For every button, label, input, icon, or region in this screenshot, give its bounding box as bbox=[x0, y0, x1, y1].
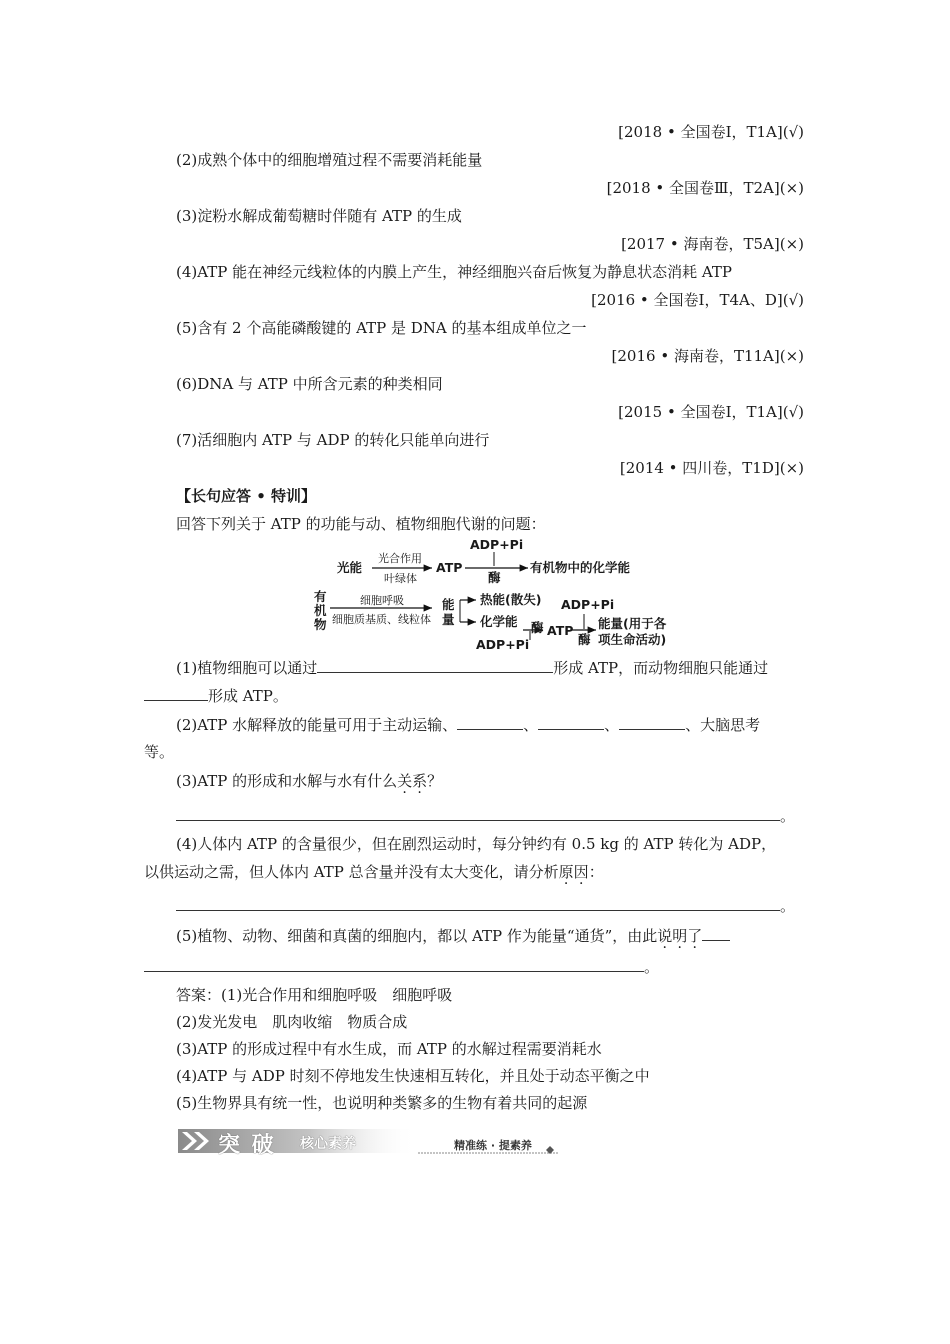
diagram-chloroplast: 叶绿体 bbox=[384, 572, 417, 585]
diagram-organic-chem-energy: 有机物中的化学能 bbox=[530, 560, 631, 575]
answer-blank-2a[interactable] bbox=[457, 714, 523, 730]
diagram-enzyme-top: 酶 bbox=[488, 570, 501, 585]
diagram-atp-top: ATP bbox=[436, 560, 463, 575]
answer-blank-1b[interactable] bbox=[144, 685, 208, 701]
question-2-cont: 等。 bbox=[144, 743, 175, 761]
diagram-organic-1: 有 bbox=[314, 589, 327, 604]
answer-blank-5b[interactable] bbox=[144, 956, 644, 972]
diagram-cytoplasm-mito: 细胞质基质、线粒体 bbox=[332, 613, 431, 626]
answer-blank-2b[interactable] bbox=[538, 714, 604, 730]
question-1: (1)植物细胞可以通过 形成 ATP，而动物细胞只能通过 bbox=[176, 659, 769, 677]
answer-blank-3[interactable] bbox=[176, 805, 780, 821]
banner-title-small: 核心素养 bbox=[300, 1136, 356, 1152]
question-1-cont: 形成 ATP。 bbox=[144, 685, 288, 706]
diagram-energy-1: 能 bbox=[442, 597, 455, 612]
question-3: (3)ATP 的形成和水解与水有什么关系？ bbox=[176, 772, 443, 790]
answer-blank-1a[interactable] bbox=[317, 657, 553, 673]
judgment-item-7: (7)活细胞内 ATP 与 ADP 的转化只能单向进行 bbox=[176, 431, 490, 449]
diagram-photosynthesis: 光合作用 bbox=[378, 552, 422, 565]
source-citation-6: [2015 • 全国卷Ⅰ，T1A](√) bbox=[618, 403, 804, 421]
section-title: 【长句应答 • 特训】 bbox=[176, 487, 317, 505]
judgment-item-3: (3)淀粉水解成葡萄糖时伴随有 ATP 的生成 bbox=[176, 207, 462, 225]
source-citation-5: [2016 • 海南卷，T11A](×) bbox=[611, 347, 804, 365]
diagram-energy-use-1: 能量(用于各 bbox=[598, 616, 667, 631]
source-citation-4: [2016 • 全国卷Ⅰ，T4A、D](√) bbox=[591, 291, 804, 309]
diagram-enzyme-bottom-right: 酶 bbox=[578, 632, 591, 647]
judgment-item-5: (5)含有 2 个高能磷酸键的 ATP 是 DNA 的基本组成单位之一 bbox=[176, 319, 587, 337]
question-4: (4)人体内 ATP 的含量很少，但在剧烈运动时，每分钟约有 0.5 kg 的 ATP 转化为 ADP， bbox=[176, 835, 777, 853]
answer-blank-5a[interactable] bbox=[702, 925, 730, 941]
judgment-item-2: (2)成熟个体中的细胞增殖过程不需要消耗能量 bbox=[176, 151, 483, 169]
diagram-atp-bottom: ATP bbox=[547, 623, 574, 638]
answer-blank-2c[interactable] bbox=[619, 714, 685, 730]
answer-line-2: (2)发光发电 肌肉收缩 物质合成 bbox=[176, 1013, 408, 1031]
diagram-respiration: 细胞呼吸 bbox=[360, 594, 404, 607]
answer-line-4: (4)ATP 与 ADP 时刻不停地发生快速相互转化，并且处于动态平衡之中 bbox=[176, 1067, 650, 1085]
diagram-light-energy: 光能 bbox=[337, 560, 363, 575]
answer-line-3: (3)ATP 的形成过程中有水生成，而 ATP 的水解过程需要消耗水 bbox=[176, 1040, 602, 1058]
question-4-cont: 以供运动之需，但人体内 ATP 总含量并没有太大变化，请分析原因： bbox=[144, 863, 604, 881]
source-citation-3: [2017 • 海南卷，T5A](×) bbox=[621, 235, 804, 253]
diagram-enzyme-bottom-left: 酶 bbox=[531, 620, 544, 635]
question-3-answer-line: 。 bbox=[176, 805, 795, 826]
question-2: (2)ATP 水解释放的能量可用于主动运输、 、 、 、大脑思考 bbox=[176, 716, 761, 734]
source-citation-1: [2018 • 全国卷Ⅰ，T1A](√) bbox=[618, 123, 804, 141]
diagram-energy-use-2: 项生命活动) bbox=[598, 632, 667, 647]
source-citation-2: [2018 • 全国卷Ⅲ，T2A](×) bbox=[606, 179, 804, 197]
question-4-answer-line: 。 bbox=[176, 895, 795, 916]
diagram-heat: 热能(散失) bbox=[480, 592, 542, 607]
answer-line-5: (5)生物界具有统一性，也说明种类繁多的生物有着共同的起源 bbox=[176, 1094, 588, 1112]
diagram-organic-2: 机 bbox=[314, 603, 327, 618]
answer-line-1: 答案：(1)光合作用和细胞呼吸 细胞呼吸 bbox=[176, 986, 453, 1004]
question-5-cont: 。 bbox=[144, 956, 659, 977]
diagram-adp-pi-top: ADP+Pi bbox=[470, 537, 524, 552]
judgment-item-6: (6)DNA 与 ATP 中所含元素的种类相同 bbox=[176, 375, 443, 393]
diagram-chem-energy: 化学能 bbox=[480, 614, 518, 629]
question-5: (5)植物、动物、细菌和真菌的细胞内，都以 ATP 作为能量“通货”，由此说明了 bbox=[176, 925, 730, 946]
judgment-item-4: (4)ATP 能在神经元线粒体的内膜上产生，神经细胞兴奋后恢复为静息状态消耗 ATP bbox=[176, 263, 733, 281]
diagram-energy-2: 量 bbox=[442, 612, 455, 627]
diagram-organic-3: 物 bbox=[314, 617, 327, 632]
section-banner bbox=[178, 1126, 558, 1156]
diagram-adp-pi-bottom-right: ADP+Pi bbox=[561, 597, 615, 612]
banner-right-text: 精准练 · 提素养 bbox=[454, 1139, 532, 1152]
source-citation-7: [2014 • 四川卷，T1D](×) bbox=[619, 459, 804, 477]
answer-blank-4[interactable] bbox=[176, 895, 780, 911]
diagram-adp-pi-bottom-left: ADP+Pi bbox=[476, 637, 530, 652]
intro-text: 回答下列关于 ATP 的功能与动、植物细胞代谢的问题： bbox=[176, 515, 546, 533]
banner-title-big: 突 破 bbox=[218, 1133, 276, 1158]
